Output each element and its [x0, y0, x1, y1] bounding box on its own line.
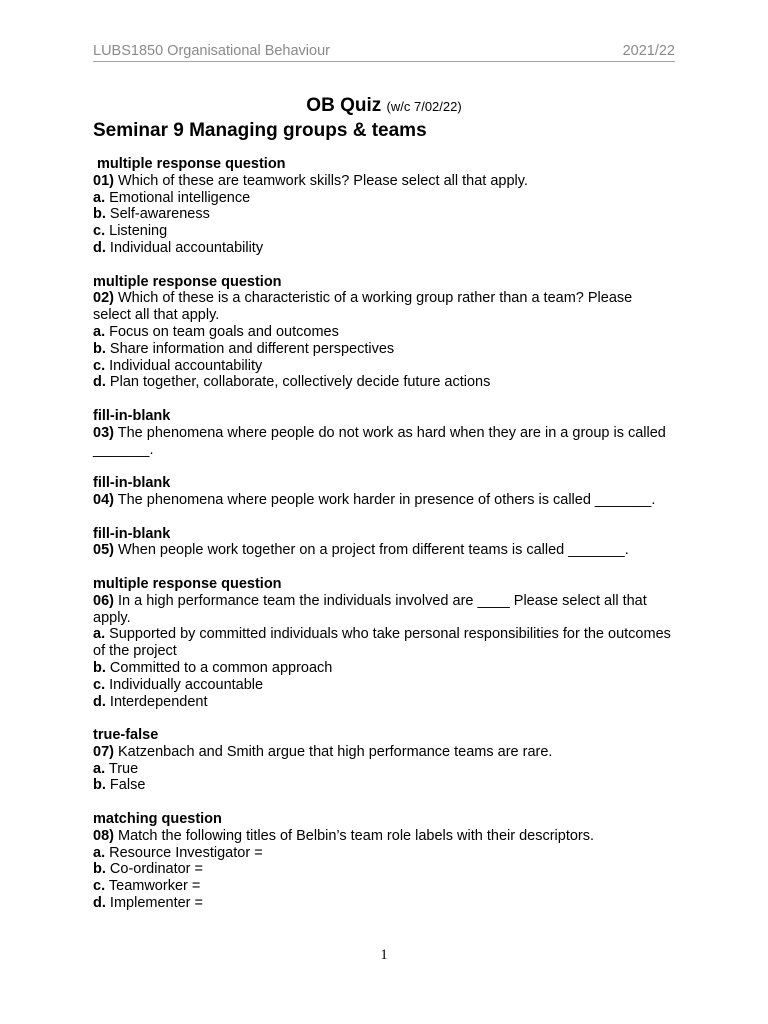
question-number: 01) [93, 172, 114, 189]
answer-option [93, 845, 673, 862]
option-text: Listening [109, 223, 168, 240]
question-number: 05) [93, 542, 114, 559]
option-letter: a. [93, 323, 106, 340]
question-block [93, 156, 673, 257]
question-number: 06) [93, 592, 114, 609]
answer-option [93, 861, 673, 878]
option-text: Emotional intelligence [109, 189, 251, 206]
option-letter: d. [93, 374, 106, 391]
answer-option [93, 240, 673, 257]
question-number: 08) [93, 827, 114, 844]
option-letter: b. [93, 777, 106, 794]
option-letter: b. [93, 340, 106, 357]
option-text: Plan together, collaborate, collectively decide future actions [109, 374, 491, 391]
question-type: fill-in-blank [93, 407, 171, 424]
question-number: 03) [93, 424, 114, 441]
question-stem [93, 542, 673, 559]
question-stem [93, 290, 673, 324]
option-letter: c. [93, 878, 106, 895]
question-number: 04) [93, 491, 114, 508]
option-letter: a. [93, 760, 106, 777]
answer-option [93, 190, 673, 207]
option-text: Individual accountability [109, 239, 264, 256]
answer-option [93, 626, 673, 660]
option-letter: b. [93, 206, 106, 223]
option-text: Focus on team goals and outcomes [109, 323, 339, 340]
question-type: multiple response question [97, 156, 286, 172]
question-stem [93, 828, 673, 845]
option-letter: a. [93, 189, 106, 206]
answer-option [93, 223, 673, 240]
option-letter: c. [93, 676, 106, 693]
option-text: Co-ordinator = [109, 861, 204, 878]
option-letter: b. [93, 659, 106, 676]
option-text: False [109, 777, 146, 794]
answer-option [93, 324, 673, 341]
seminar-title: Seminar 9 Managing groups & teams [93, 120, 427, 141]
question-text: Match the following titles of Belbin’s team role labels with their descriptors. [118, 827, 595, 844]
option-letter: b. [93, 861, 106, 878]
answer-option [93, 374, 673, 391]
question-stem [93, 492, 673, 509]
question-stem [93, 425, 673, 459]
answer-option [93, 895, 673, 912]
answer-option [93, 677, 673, 694]
option-letter: a. [93, 626, 106, 643]
question-type: fill-in-blank [93, 475, 171, 492]
answer-option [93, 660, 673, 677]
question-type: multiple response question [93, 273, 282, 290]
question-type: fill-in-blank [93, 525, 171, 542]
question-block [93, 576, 673, 710]
option-text: Interdependent [109, 693, 208, 710]
question-block [93, 475, 673, 509]
option-letter: d. [93, 693, 106, 710]
question-text: In a high performance team the individuals involved are ____ Please select all that apply. [93, 592, 647, 626]
question-type: multiple response question [93, 575, 282, 592]
question-number: 02) [93, 290, 114, 307]
quiz-title [93, 95, 675, 117]
option-text: Individually accountable [109, 676, 264, 693]
option-text: Resource Investigator = [109, 844, 263, 861]
option-text: Teamworker = [108, 878, 201, 895]
question-text: Which of these are teamwork skills? Please select all that apply. [118, 172, 528, 189]
question-block [93, 727, 673, 794]
question-number: 07) [93, 743, 114, 760]
option-letter: d. [93, 239, 106, 256]
question-block [93, 274, 673, 392]
question-list [93, 156, 673, 929]
answer-option [93, 777, 673, 794]
option-letter: d. [93, 895, 106, 912]
answer-option [93, 341, 673, 358]
academic-year: 2021/22 [622, 43, 675, 59]
answer-option [93, 761, 673, 778]
question-block [93, 408, 673, 458]
page-header [93, 43, 675, 62]
option-text: Supported by committed individuals who take personal responsibilities for the outcomes of the project [93, 626, 671, 660]
question-stem [93, 173, 673, 190]
quiz-title-date: (w/c 7/02/22) [386, 99, 462, 114]
answer-option [93, 206, 673, 223]
option-letter: c. [93, 223, 106, 240]
course-title: LUBS1850 Organisational Behaviour [93, 43, 330, 59]
question-type: true-false [93, 727, 159, 744]
quiz-title-main: OB Quiz [306, 95, 382, 116]
option-text: Individual accountability [109, 357, 263, 374]
option-text: True [108, 760, 139, 777]
question-text: Which of these is a characteristic of a working group rather than a team? Please select all that apply. [93, 290, 633, 324]
option-letter: c. [93, 357, 106, 374]
question-stem [93, 744, 673, 761]
question-text: When people work together on a project from different teams is called _______. [118, 542, 629, 559]
option-letter: a. [93, 844, 106, 861]
question-type: matching question [93, 811, 222, 828]
page-number: 1 [380, 947, 388, 963]
option-text: Self-awareness [109, 206, 210, 223]
question-text: Katzenbach and Smith argue that high performance teams are rare. [118, 743, 553, 760]
question-text: The phenomena where people do not work as hard when they are in a group is called _______. [93, 424, 666, 458]
question-block [93, 526, 673, 560]
question-block [93, 811, 673, 912]
option-text: Committed to a common approach [109, 659, 333, 676]
option-text: Share information and different perspectives [109, 340, 395, 357]
option-text: Implementer = [109, 895, 204, 912]
question-text: The phenomena where people work harder in presence of others is called _______. [117, 491, 656, 508]
question-stem [93, 593, 673, 627]
answer-option [93, 358, 673, 375]
answer-option [93, 878, 673, 895]
answer-option [93, 694, 673, 711]
